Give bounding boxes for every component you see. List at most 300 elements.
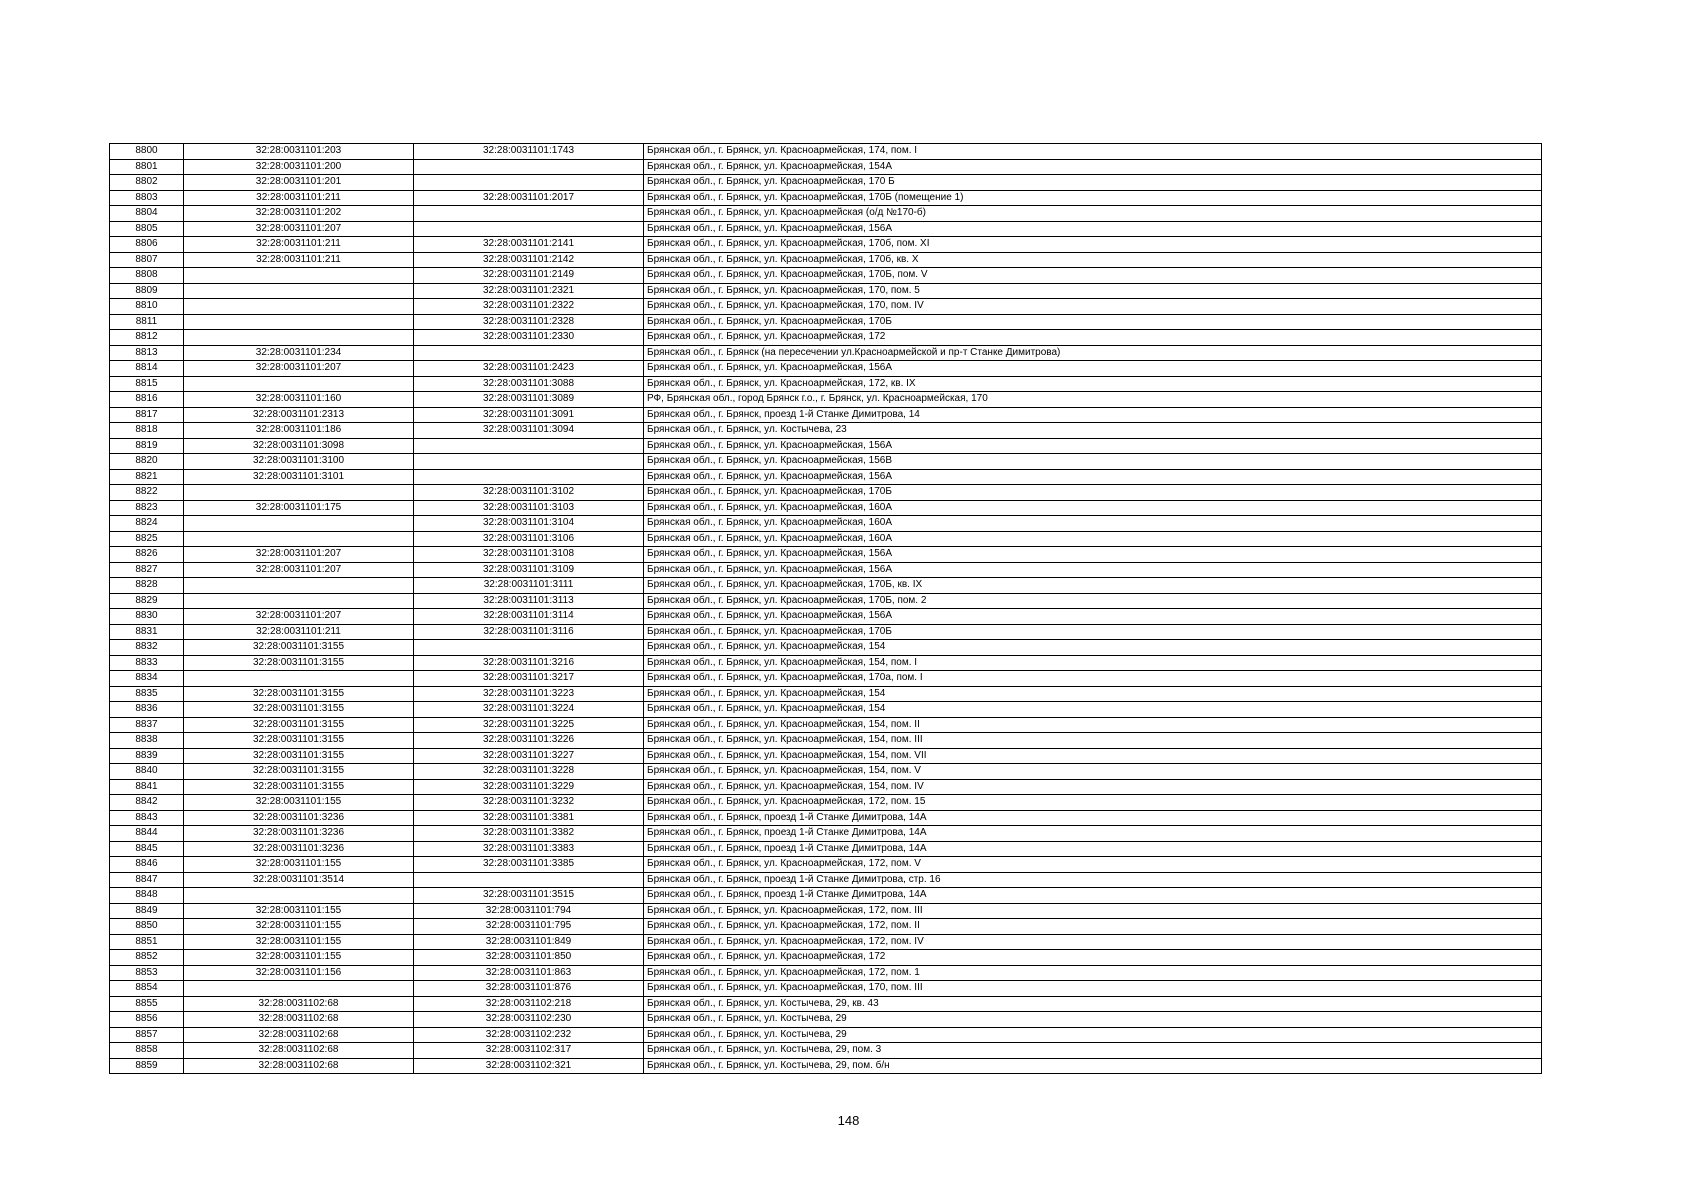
table-row [110, 361, 1542, 377]
address-cell: Брянская обл., г. Брянск, ул. Костычева, 23 [644, 423, 1542, 439]
address-cell: Брянская обл., г. Брянск, ул. Красноармейская (о/д №170-б) [644, 206, 1542, 222]
parcel-number-cell: 32:28:0031101:155 [184, 934, 414, 950]
address-cell: Брянская обл., г. Брянск, ул. Красноармейская, 154, пом. V [644, 764, 1542, 780]
row-number-cell: 8831 [110, 624, 184, 640]
address-cell: Брянская обл., г. Брянск, ул. Костычева, 29, кв. 43 [644, 996, 1542, 1012]
row-number-cell: 8837 [110, 717, 184, 733]
object-number-cell: 32:28:0031101:795 [414, 919, 644, 935]
parcel-number-cell [184, 330, 414, 346]
table-row [110, 996, 1542, 1012]
table-row [110, 686, 1542, 702]
row-number-cell: 8849 [110, 903, 184, 919]
row-number-cell: 8856 [110, 1012, 184, 1028]
table-row [110, 392, 1542, 408]
parcel-number-cell: 32:28:0031101:155 [184, 950, 414, 966]
object-number-cell: 32:28:0031101:3217 [414, 671, 644, 687]
table-row [110, 888, 1542, 904]
address-cell: Брянская обл., г. Брянск, ул. Красноармейская, 172 [644, 330, 1542, 346]
parcel-number-cell: 32:28:0031101:155 [184, 919, 414, 935]
object-number-cell: 32:28:0031101:3114 [414, 609, 644, 625]
object-number-cell: 32:28:0031101:3216 [414, 655, 644, 671]
table-row [110, 252, 1542, 268]
parcel-number-cell: 32:28:0031101:3155 [184, 748, 414, 764]
table-row [110, 841, 1542, 857]
address-cell: Брянская обл., г. Брянск, ул. Красноармейская, 172, пом. II [644, 919, 1542, 935]
row-number-cell: 8844 [110, 826, 184, 842]
row-number-cell: 8857 [110, 1027, 184, 1043]
table-row [110, 423, 1542, 439]
row-number-cell: 8839 [110, 748, 184, 764]
table-row [110, 981, 1542, 997]
parcel-number-cell: 32:28:0031101:234 [184, 345, 414, 361]
parcel-number-cell [184, 531, 414, 547]
table-row [110, 1027, 1542, 1043]
parcel-number-cell: 32:28:0031102:68 [184, 1012, 414, 1028]
row-number-cell: 8854 [110, 981, 184, 997]
object-number-cell: 32:28:0031101:3226 [414, 733, 644, 749]
address-cell: Брянская обл., г. Брянск, ул. Красноармейская, 170Б [644, 624, 1542, 640]
row-number-cell: 8809 [110, 283, 184, 299]
address-cell: Брянская обл., г. Брянск (на пересечении ул.Красноармейской и пр-т Станке Димитрова) [644, 345, 1542, 361]
table-row [110, 919, 1542, 935]
table-row [110, 562, 1542, 578]
object-number-cell: 32:28:0031101:794 [414, 903, 644, 919]
parcel-number-cell: 32:28:0031101:155 [184, 795, 414, 811]
parcel-number-cell: 32:28:0031101:3236 [184, 841, 414, 857]
address-cell: Брянская обл., г. Брянск, ул. Красноармейская, 160А [644, 500, 1542, 516]
object-number-cell: 32:28:0031101:863 [414, 965, 644, 981]
parcel-number-cell [184, 314, 414, 330]
address-cell: Брянская обл., г. Брянск, проезд 1-й Станке Димитрова, 14А [644, 826, 1542, 842]
address-cell: Брянская обл., г. Брянск, ул. Костычева, 29 [644, 1012, 1542, 1028]
row-number-cell: 8829 [110, 593, 184, 609]
address-cell: Брянская обл., г. Брянск, ул. Красноармейская, 172, пом. 15 [644, 795, 1542, 811]
table-row [110, 655, 1542, 671]
object-number-cell [414, 438, 644, 454]
table-row [110, 826, 1542, 842]
parcel-number-cell: 32:28:0031102:68 [184, 996, 414, 1012]
object-number-cell: 32:28:0031101:2423 [414, 361, 644, 377]
object-number-cell: 32:28:0031101:850 [414, 950, 644, 966]
table-row [110, 516, 1542, 532]
object-number-cell: 32:28:0031101:2017 [414, 190, 644, 206]
parcel-number-cell: 32:28:0031101:3155 [184, 779, 414, 795]
row-number-cell: 8847 [110, 872, 184, 888]
object-number-cell: 32:28:0031101:3091 [414, 407, 644, 423]
row-number-cell: 8822 [110, 485, 184, 501]
object-number-cell [414, 175, 644, 191]
address-cell: Брянская обл., г. Брянск, ул. Красноармейская, 154А [644, 159, 1542, 175]
address-cell: Брянская обл., г. Брянск, ул. Красноармейская, 170Б [644, 485, 1542, 501]
table-row [110, 764, 1542, 780]
object-number-cell: 32:28:0031101:3109 [414, 562, 644, 578]
object-number-cell: 32:28:0031101:3103 [414, 500, 644, 516]
parcel-number-cell: 32:28:0031101:3236 [184, 826, 414, 842]
row-number-cell: 8806 [110, 237, 184, 253]
row-number-cell: 8813 [110, 345, 184, 361]
row-number-cell: 8840 [110, 764, 184, 780]
object-number-cell: 32:28:0031102:230 [414, 1012, 644, 1028]
parcel-number-cell: 32:28:0031101:3155 [184, 686, 414, 702]
object-number-cell: 32:28:0031101:3385 [414, 857, 644, 873]
table-row [110, 547, 1542, 563]
address-cell: Брянская обл., г. Брянск, ул. Красноармейская, 154 [644, 640, 1542, 656]
row-number-cell: 8834 [110, 671, 184, 687]
row-number-cell: 8855 [110, 996, 184, 1012]
address-cell: Брянская обл., г. Брянск, проезд 1-й Станке Димитрова, 14А [644, 841, 1542, 857]
row-number-cell: 8801 [110, 159, 184, 175]
object-number-cell: 32:28:0031101:3227 [414, 748, 644, 764]
parcel-number-cell: 32:28:0031101:207 [184, 562, 414, 578]
table-row [110, 671, 1542, 687]
parcel-number-cell [184, 981, 414, 997]
table-row [110, 872, 1542, 888]
parcel-number-cell: 32:28:0031101:200 [184, 159, 414, 175]
table-row [110, 376, 1542, 392]
row-number-cell: 8848 [110, 888, 184, 904]
row-number-cell: 8803 [110, 190, 184, 206]
parcel-number-cell: 32:28:0031101:207 [184, 609, 414, 625]
row-number-cell: 8825 [110, 531, 184, 547]
address-cell: Брянская обл., г. Брянск, ул. Красноармейская, 170, пом. 5 [644, 283, 1542, 299]
row-number-cell: 8821 [110, 469, 184, 485]
parcel-number-cell [184, 888, 414, 904]
object-number-cell: 32:28:0031101:3102 [414, 485, 644, 501]
parcel-number-cell: 32:28:0031101:202 [184, 206, 414, 222]
table-row [110, 640, 1542, 656]
object-number-cell: 32:28:0031101:3228 [414, 764, 644, 780]
object-number-cell: 32:28:0031101:3383 [414, 841, 644, 857]
table-row [110, 159, 1542, 175]
table-row [110, 795, 1542, 811]
object-number-cell [414, 221, 644, 237]
table-row [110, 283, 1542, 299]
object-number-cell: 32:28:0031101:3108 [414, 547, 644, 563]
table-row [110, 1012, 1542, 1028]
address-cell: Брянская обл., г. Брянск, ул. Красноармейская, 170а, пом. I [644, 671, 1542, 687]
table-row [110, 345, 1542, 361]
table-body [110, 144, 1542, 1074]
table-row [110, 237, 1542, 253]
address-cell: Брянская обл., г. Брянск, ул. Красноармейская, 172 [644, 950, 1542, 966]
row-number-cell: 8802 [110, 175, 184, 191]
address-cell: Брянская обл., г. Брянск, ул. Красноармейская, 154, пом. III [644, 733, 1542, 749]
table-row [110, 268, 1542, 284]
address-cell: Брянская обл., г. Брянск, ул. Красноармейская, 154, пом. I [644, 655, 1542, 671]
address-cell: Брянская обл., г. Брянск, ул. Красноармейская, 170 Б [644, 175, 1542, 191]
parcel-number-cell: 32:28:0031101:3155 [184, 702, 414, 718]
object-number-cell: 32:28:0031101:2328 [414, 314, 644, 330]
table-row [110, 903, 1542, 919]
object-number-cell [414, 345, 644, 361]
address-cell: Брянская обл., г. Брянск, ул. Красноармейская, 172, пом. V [644, 857, 1542, 873]
address-cell: Брянская обл., г. Брянск, ул. Костычева, 29 [644, 1027, 1542, 1043]
row-number-cell: 8820 [110, 454, 184, 470]
row-number-cell: 8830 [110, 609, 184, 625]
address-cell: Брянская обл., г. Брянск, ул. Красноармейская, 170б, кв. Х [644, 252, 1542, 268]
row-number-cell: 8851 [110, 934, 184, 950]
row-number-cell: 8816 [110, 392, 184, 408]
address-cell: Брянская обл., г. Брянск, ул. Красноармейская, 172, пом. IV [644, 934, 1542, 950]
object-number-cell: 32:28:0031101:3106 [414, 531, 644, 547]
object-number-cell: 32:28:0031101:3229 [414, 779, 644, 795]
table-row [110, 1058, 1542, 1074]
parcel-number-cell: 32:28:0031101:3155 [184, 640, 414, 656]
object-number-cell: 32:28:0031102:321 [414, 1058, 644, 1074]
address-cell: Брянская обл., г. Брянск, проезд 1-й Станке Димитрова, 14 [644, 407, 1542, 423]
address-cell: Брянская обл., г. Брянск, ул. Костычева, 29, пом. б/н [644, 1058, 1542, 1074]
parcel-number-cell [184, 376, 414, 392]
address-cell: Брянская обл., г. Брянск, ул. Красноармейская, 156А [644, 469, 1542, 485]
object-number-cell [414, 206, 644, 222]
parcel-number-cell: 32:28:0031101:3236 [184, 810, 414, 826]
table-row [110, 950, 1542, 966]
row-number-cell: 8804 [110, 206, 184, 222]
parcel-number-cell: 32:28:0031101:3155 [184, 717, 414, 733]
address-cell: Брянская обл., г. Брянск, ул. Красноармейская, 174, пом. I [644, 144, 1542, 160]
parcel-number-cell: 32:28:0031101:2313 [184, 407, 414, 423]
address-cell: Брянская обл., г. Брянск, ул. Красноармейская, 156А [644, 361, 1542, 377]
row-number-cell: 8800 [110, 144, 184, 160]
parcel-number-cell: 32:28:0031101:211 [184, 624, 414, 640]
object-number-cell: 32:28:0031102:232 [414, 1027, 644, 1043]
address-cell: Брянская обл., г. Брянск, ул. Костычева, 29, пом. 3 [644, 1043, 1542, 1059]
table-row [110, 206, 1542, 222]
address-cell: Брянская обл., г. Брянск, ул. Красноармейская, 156А [644, 547, 1542, 563]
table-row [110, 314, 1542, 330]
parcel-number-cell [184, 299, 414, 315]
object-number-cell: 32:28:0031101:3088 [414, 376, 644, 392]
parcel-number-cell: 32:28:0031102:68 [184, 1027, 414, 1043]
table-row [110, 485, 1542, 501]
parcel-number-cell: 32:28:0031101:3098 [184, 438, 414, 454]
parcel-number-cell: 32:28:0031101:207 [184, 361, 414, 377]
table-row [110, 190, 1542, 206]
row-number-cell: 8841 [110, 779, 184, 795]
parcel-number-cell: 32:28:0031101:201 [184, 175, 414, 191]
parcel-number-cell: 32:28:0031101:211 [184, 190, 414, 206]
row-number-cell: 8810 [110, 299, 184, 315]
table-row [110, 965, 1542, 981]
parcel-number-cell: 32:28:0031102:68 [184, 1058, 414, 1074]
table-row [110, 500, 1542, 516]
object-number-cell: 32:28:0031101:3094 [414, 423, 644, 439]
row-number-cell: 8826 [110, 547, 184, 563]
address-cell: Брянская обл., г. Брянск, ул. Красноармейская, 154, пом. IV [644, 779, 1542, 795]
object-number-cell: 32:28:0031101:2142 [414, 252, 644, 268]
address-cell: РФ, Брянская обл., город Брянск г.о., г. Брянск, ул. Красноармейская, 170 [644, 392, 1542, 408]
row-number-cell: 8853 [110, 965, 184, 981]
parcel-number-cell: 32:28:0031101:207 [184, 547, 414, 563]
object-number-cell: 32:28:0031101:3111 [414, 578, 644, 594]
row-number-cell: 8817 [110, 407, 184, 423]
parcel-number-cell: 32:28:0031101:3155 [184, 655, 414, 671]
object-number-cell: 32:28:0031101:2149 [414, 268, 644, 284]
row-number-cell: 8815 [110, 376, 184, 392]
parcel-number-cell: 32:28:0031101:186 [184, 423, 414, 439]
address-cell: Брянская обл., г. Брянск, ул. Красноармейская, 170, пом. IV [644, 299, 1542, 315]
parcel-number-cell: 32:28:0031102:68 [184, 1043, 414, 1059]
object-number-cell [414, 159, 644, 175]
object-number-cell: 32:28:0031101:3381 [414, 810, 644, 826]
parcel-number-cell: 32:28:0031101:160 [184, 392, 414, 408]
address-cell: Брянская обл., г. Брянск, ул. Красноармейская, 156А [644, 609, 1542, 625]
parcel-number-cell: 32:28:0031101:3155 [184, 733, 414, 749]
cadastral-table [109, 143, 1542, 1074]
object-number-cell: 32:28:0031101:3089 [414, 392, 644, 408]
table-row [110, 779, 1542, 795]
parcel-number-cell: 32:28:0031101:3101 [184, 469, 414, 485]
object-number-cell: 32:28:0031101:3515 [414, 888, 644, 904]
object-number-cell [414, 469, 644, 485]
table-row [110, 578, 1542, 594]
object-number-cell: 32:28:0031101:3113 [414, 593, 644, 609]
table-row [110, 221, 1542, 237]
object-number-cell: 32:28:0031101:1743 [414, 144, 644, 160]
parcel-number-cell [184, 593, 414, 609]
address-cell: Брянская обл., г. Брянск, ул. Красноармейская, 156А [644, 438, 1542, 454]
table-row [110, 454, 1542, 470]
table-row [110, 810, 1542, 826]
parcel-number-cell: 32:28:0031101:203 [184, 144, 414, 160]
row-number-cell: 8858 [110, 1043, 184, 1059]
address-cell: Брянская обл., г. Брянск, ул. Красноармейская, 172, пом. III [644, 903, 1542, 919]
object-number-cell: 32:28:0031101:3382 [414, 826, 644, 842]
address-cell: Брянская обл., г. Брянск, ул. Красноармейская, 156В [644, 454, 1542, 470]
address-cell: Брянская обл., г. Брянск, ул. Красноармейская, 170Б (помещение 1) [644, 190, 1542, 206]
address-cell: Брянская обл., г. Брянск, ул. Красноармейская, 170Б, пом. 2 [644, 593, 1542, 609]
row-number-cell: 8859 [110, 1058, 184, 1074]
parcel-number-cell: 32:28:0031101:211 [184, 252, 414, 268]
parcel-number-cell: 32:28:0031101:207 [184, 221, 414, 237]
row-number-cell: 8843 [110, 810, 184, 826]
table-row [110, 857, 1542, 873]
table-row [110, 609, 1542, 625]
table-row [110, 175, 1542, 191]
object-number-cell: 32:28:0031101:3224 [414, 702, 644, 718]
row-number-cell: 8845 [110, 841, 184, 857]
address-cell: Брянская обл., г. Брянск, ул. Красноармейская, 154 [644, 686, 1542, 702]
parcel-number-cell: 32:28:0031101:155 [184, 857, 414, 873]
row-number-cell: 8833 [110, 655, 184, 671]
object-number-cell: 32:28:0031101:3225 [414, 717, 644, 733]
parcel-number-cell [184, 671, 414, 687]
address-cell: Брянская обл., г. Брянск, ул. Красноармейская, 172, пом. 1 [644, 965, 1542, 981]
object-number-cell: 32:28:0031101:2330 [414, 330, 644, 346]
table-row [110, 144, 1542, 160]
address-cell: Брянская обл., г. Брянск, ул. Красноармейская, 154, пом. VII [644, 748, 1542, 764]
object-number-cell: 32:28:0031101:2141 [414, 237, 644, 253]
table-row [110, 593, 1542, 609]
row-number-cell: 8827 [110, 562, 184, 578]
address-cell: Брянская обл., г. Брянск, ул. Красноармейская, 160А [644, 531, 1542, 547]
table-row [110, 330, 1542, 346]
table-row [110, 407, 1542, 423]
row-number-cell: 8842 [110, 795, 184, 811]
object-number-cell [414, 640, 644, 656]
row-number-cell: 8805 [110, 221, 184, 237]
object-number-cell: 32:28:0031101:2322 [414, 299, 644, 315]
row-number-cell: 8838 [110, 733, 184, 749]
row-number-cell: 8819 [110, 438, 184, 454]
table-row [110, 748, 1542, 764]
address-cell: Брянская обл., г. Брянск, проезд 1-й Станке Димитрова, стр. 16 [644, 872, 1542, 888]
address-cell: Брянская обл., г. Брянск, ул. Красноармейская, 172, кв. IX [644, 376, 1542, 392]
object-number-cell [414, 872, 644, 888]
object-number-cell: 32:28:0031102:218 [414, 996, 644, 1012]
parcel-number-cell [184, 485, 414, 501]
object-number-cell: 32:28:0031101:2321 [414, 283, 644, 299]
parcel-number-cell [184, 516, 414, 532]
table-row [110, 624, 1542, 640]
address-cell: Брянская обл., г. Брянск, проезд 1-й Станке Димитрова, 14А [644, 810, 1542, 826]
object-number-cell: 32:28:0031101:3232 [414, 795, 644, 811]
row-number-cell: 8835 [110, 686, 184, 702]
object-number-cell: 32:28:0031101:849 [414, 934, 644, 950]
address-cell: Брянская обл., г. Брянск, ул. Красноармейская, 170Б, пом. V [644, 268, 1542, 284]
address-cell: Брянская обл., г. Брянск, проезд 1-й Станке Димитрова, 14А [644, 888, 1542, 904]
row-number-cell: 8818 [110, 423, 184, 439]
row-number-cell: 8812 [110, 330, 184, 346]
parcel-number-cell [184, 283, 414, 299]
table-row [110, 733, 1542, 749]
table-row [110, 469, 1542, 485]
row-number-cell: 8823 [110, 500, 184, 516]
address-cell: Брянская обл., г. Брянск, ул. Красноармейская, 160А [644, 516, 1542, 532]
address-cell: Брянская обл., г. Брянск, ул. Красноармейская, 154 [644, 702, 1542, 718]
parcel-number-cell: 32:28:0031101:3514 [184, 872, 414, 888]
object-number-cell: 32:28:0031102:317 [414, 1043, 644, 1059]
address-cell: Брянская обл., г. Брянск, ул. Красноармейская, 156А [644, 221, 1542, 237]
row-number-cell: 8828 [110, 578, 184, 594]
address-cell: Брянская обл., г. Брянск, ул. Красноармейская, 154, пом. II [644, 717, 1542, 733]
parcel-number-cell: 32:28:0031101:211 [184, 237, 414, 253]
table-row [110, 702, 1542, 718]
row-number-cell: 8850 [110, 919, 184, 935]
table-row [110, 934, 1542, 950]
row-number-cell: 8811 [110, 314, 184, 330]
table-row [110, 438, 1542, 454]
parcel-number-cell [184, 578, 414, 594]
page-number: 148 [837, 1113, 860, 1128]
row-number-cell: 8836 [110, 702, 184, 718]
table-row [110, 299, 1542, 315]
table-row [110, 1043, 1542, 1059]
parcel-number-cell: 32:28:0031101:175 [184, 500, 414, 516]
object-number-cell: 32:28:0031101:3104 [414, 516, 644, 532]
address-cell: Брянская обл., г. Брянск, ул. Красноармейская, 170, пом. III [644, 981, 1542, 997]
object-number-cell: 32:28:0031101:876 [414, 981, 644, 997]
object-number-cell: 32:28:0031101:3223 [414, 686, 644, 702]
address-cell: Брянская обл., г. Брянск, ул. Красноармейская, 170б, пом. XI [644, 237, 1542, 253]
object-number-cell: 32:28:0031101:3116 [414, 624, 644, 640]
row-number-cell: 8808 [110, 268, 184, 284]
parcel-number-cell: 32:28:0031101:155 [184, 903, 414, 919]
table-row [110, 717, 1542, 733]
address-cell: Брянская обл., г. Брянск, ул. Красноармейская, 156А [644, 562, 1542, 578]
row-number-cell: 8852 [110, 950, 184, 966]
address-cell: Брянская обл., г. Брянск, ул. Красноармейская, 170Б [644, 314, 1542, 330]
row-number-cell: 8832 [110, 640, 184, 656]
row-number-cell: 8814 [110, 361, 184, 377]
parcel-number-cell: 32:28:0031101:3155 [184, 764, 414, 780]
table-row [110, 531, 1542, 547]
parcel-number-cell: 32:28:0031101:3100 [184, 454, 414, 470]
row-number-cell: 8824 [110, 516, 184, 532]
row-number-cell: 8846 [110, 857, 184, 873]
object-number-cell [414, 454, 644, 470]
parcel-number-cell: 32:28:0031101:156 [184, 965, 414, 981]
